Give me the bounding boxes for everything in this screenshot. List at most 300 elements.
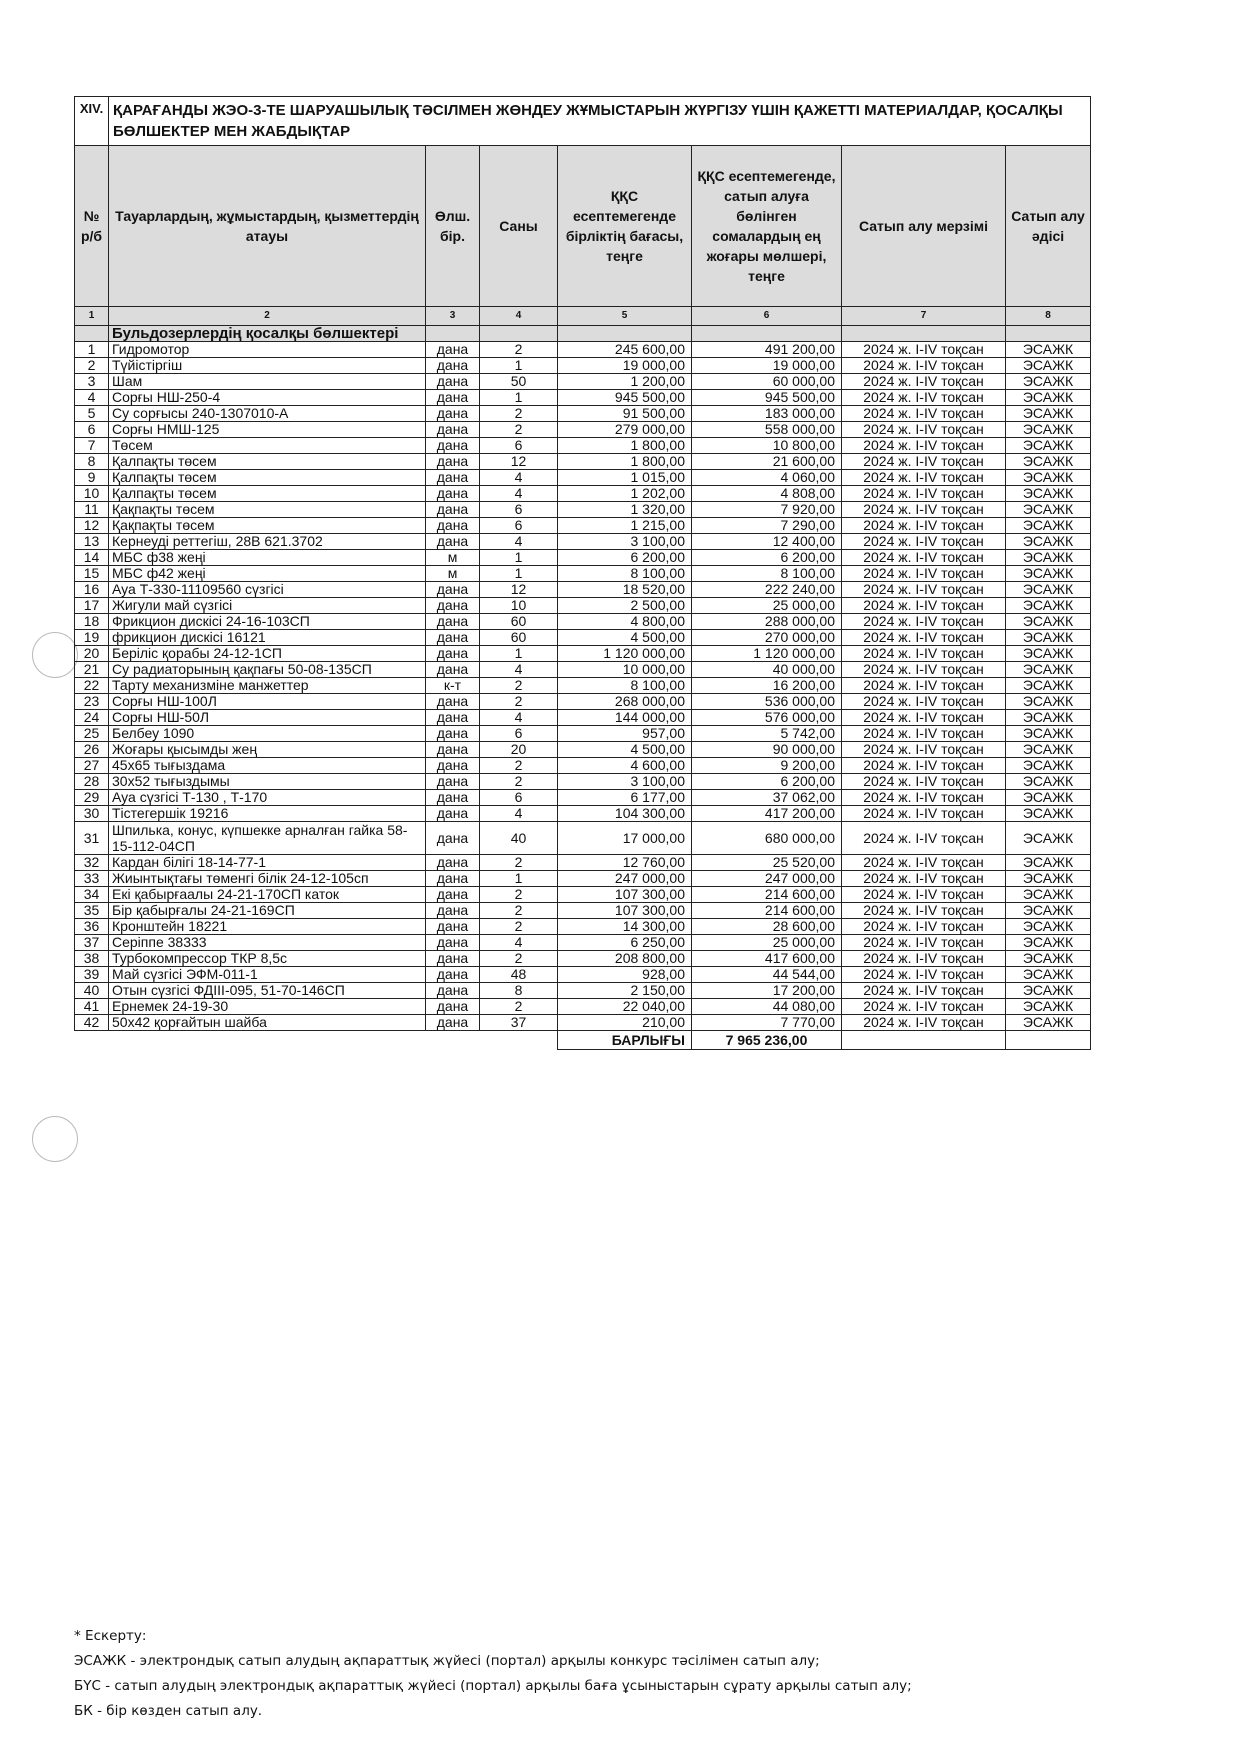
total-label: БАРЛЫҒЫ bbox=[558, 1031, 692, 1050]
footnote bbox=[74, 1624, 912, 1724]
amount-cell: 247 000,00 bbox=[692, 871, 842, 887]
method-cell: ЭСАЖК bbox=[1006, 758, 1091, 774]
table-row bbox=[75, 742, 1091, 758]
item-name: Тарту механизміне манжеттер bbox=[109, 678, 426, 694]
method-cell: ЭСАЖК bbox=[1006, 614, 1091, 630]
item-name: Су сорғысы 240-1307010-А bbox=[109, 406, 426, 422]
section-title-row bbox=[75, 97, 1091, 146]
table-row bbox=[75, 438, 1091, 454]
col-index: 5 bbox=[558, 307, 692, 326]
row-number: 19 bbox=[75, 630, 109, 646]
table-row bbox=[75, 710, 1091, 726]
method-cell: ЭСАЖК bbox=[1006, 598, 1091, 614]
amount-cell: 222 240,00 bbox=[692, 582, 842, 598]
row-number: 33 bbox=[75, 871, 109, 887]
method-cell: ЭСАЖК bbox=[1006, 887, 1091, 903]
method-cell: ЭСАЖК bbox=[1006, 935, 1091, 951]
unit-cell: дана bbox=[426, 774, 480, 790]
table-row bbox=[75, 630, 1091, 646]
group-spacer bbox=[692, 326, 842, 342]
unit-price-cell: 4 500,00 bbox=[558, 630, 692, 646]
total-spacer bbox=[75, 1031, 109, 1050]
table-row bbox=[75, 919, 1091, 935]
unit-cell: дана bbox=[426, 983, 480, 999]
quantity-cell: 6 bbox=[480, 726, 558, 742]
amount-cell: 8 100,00 bbox=[692, 566, 842, 582]
total-spacer bbox=[426, 1031, 480, 1050]
item-name: Шам bbox=[109, 374, 426, 390]
unit-price-cell: 4 800,00 bbox=[558, 614, 692, 630]
unit-price-cell: 18 520,00 bbox=[558, 582, 692, 598]
item-name: Тістегершік 19216 bbox=[109, 806, 426, 822]
col-index: 2 bbox=[109, 307, 426, 326]
item-name: Төсем bbox=[109, 438, 426, 454]
unit-cell: м bbox=[426, 550, 480, 566]
table-row bbox=[75, 790, 1091, 806]
col-index: 8 bbox=[1006, 307, 1091, 326]
item-name: Түйістіргіш bbox=[109, 358, 426, 374]
period-cell: 2024 ж. I-IV тоқсан bbox=[842, 871, 1006, 887]
quantity-cell: 1 bbox=[480, 646, 558, 662]
quantity-cell: 4 bbox=[480, 935, 558, 951]
item-name: Сорғы НШ-250-4 bbox=[109, 390, 426, 406]
amount-cell: 17 200,00 bbox=[692, 983, 842, 999]
period-cell: 2024 ж. I-IV тоқсан bbox=[842, 454, 1006, 470]
unit-price-cell: 279 000,00 bbox=[558, 422, 692, 438]
col-index: 4 bbox=[480, 307, 558, 326]
row-number: 40 bbox=[75, 983, 109, 999]
amount-cell: 28 600,00 bbox=[692, 919, 842, 935]
amount-cell: 10 800,00 bbox=[692, 438, 842, 454]
unit-price-cell: 1 215,00 bbox=[558, 518, 692, 534]
method-cell: ЭСАЖК bbox=[1006, 438, 1091, 454]
unit-price-cell: 10 000,00 bbox=[558, 662, 692, 678]
method-cell: ЭСАЖК bbox=[1006, 486, 1091, 502]
method-cell: ЭСАЖК bbox=[1006, 871, 1091, 887]
method-cell: ЭСАЖК bbox=[1006, 518, 1091, 534]
header-no: № р/б bbox=[75, 146, 109, 307]
unit-cell: дана bbox=[426, 454, 480, 470]
item-name: 30х52 тығыздымы bbox=[109, 774, 426, 790]
amount-cell: 7 770,00 bbox=[692, 1015, 842, 1031]
quantity-cell: 1 bbox=[480, 566, 558, 582]
item-name: Жигули май сүзгісі bbox=[109, 598, 426, 614]
table-row bbox=[75, 1015, 1091, 1031]
row-number: 3 bbox=[75, 374, 109, 390]
unit-price-cell: 1 202,00 bbox=[558, 486, 692, 502]
table-row bbox=[75, 470, 1091, 486]
method-cell: ЭСАЖК bbox=[1006, 967, 1091, 983]
group-spacer bbox=[480, 326, 558, 342]
header-period: Сатып алу мерзімі bbox=[842, 146, 1006, 307]
procurement-table-sheet bbox=[74, 96, 1090, 1050]
table-row bbox=[75, 358, 1091, 374]
table-row bbox=[75, 951, 1091, 967]
item-name: Қалпақты төсем bbox=[109, 454, 426, 470]
row-number: 26 bbox=[75, 742, 109, 758]
amount-cell: 4 060,00 bbox=[692, 470, 842, 486]
amount-cell: 7 290,00 bbox=[692, 518, 842, 534]
unit-cell: дана bbox=[426, 887, 480, 903]
method-cell: ЭСАЖК bbox=[1006, 710, 1091, 726]
unit-cell: дана bbox=[426, 614, 480, 630]
period-cell: 2024 ж. I-IV тоқсан bbox=[842, 710, 1006, 726]
quantity-cell: 8 bbox=[480, 983, 558, 999]
unit-price-cell: 6 250,00 bbox=[558, 935, 692, 951]
quantity-cell: 4 bbox=[480, 534, 558, 550]
table-row bbox=[75, 887, 1091, 903]
table-row bbox=[75, 758, 1091, 774]
amount-cell: 680 000,00 bbox=[692, 822, 842, 855]
period-cell: 2024 ж. I-IV тоқсан bbox=[842, 342, 1006, 358]
unit-price-cell: 1 120 000,00 bbox=[558, 646, 692, 662]
table-row bbox=[75, 582, 1091, 598]
quantity-cell: 2 bbox=[480, 855, 558, 871]
unit-price-cell: 104 300,00 bbox=[558, 806, 692, 822]
unit-cell: дана bbox=[426, 534, 480, 550]
amount-cell: 5 742,00 bbox=[692, 726, 842, 742]
quantity-cell: 2 bbox=[480, 694, 558, 710]
quantity-cell: 2 bbox=[480, 774, 558, 790]
table-row bbox=[75, 486, 1091, 502]
period-cell: 2024 ж. I-IV тоқсан bbox=[842, 726, 1006, 742]
amount-cell: 536 000,00 bbox=[692, 694, 842, 710]
row-number: 32 bbox=[75, 855, 109, 871]
unit-cell: дана bbox=[426, 806, 480, 822]
table-row bbox=[75, 855, 1091, 871]
table-row bbox=[75, 342, 1091, 358]
unit-cell: дана bbox=[426, 919, 480, 935]
unit-price-cell: 12 760,00 bbox=[558, 855, 692, 871]
item-name: Серіппе 38333 bbox=[109, 935, 426, 951]
unit-cell: дана bbox=[426, 999, 480, 1015]
section-title: ҚАРАҒАНДЫ ЖЭО-3-ТЕ ШАРУАШЫЛЫҚ ТӘСІЛМЕН ЖӨНДЕУ ЖҰМЫСТАРЫН ЖҮРГІЗУ ҮШІН ҚАЖЕТТІ МАТЕРИАЛДАР, ҚОСАЛҚЫ БӨЛШЕКТЕР МЕН ЖАБДЫҚТАР bbox=[109, 97, 1091, 146]
method-cell: ЭСАЖК bbox=[1006, 678, 1091, 694]
period-cell: 2024 ж. I-IV тоқсан bbox=[842, 967, 1006, 983]
quantity-cell: 1 bbox=[480, 871, 558, 887]
table-row bbox=[75, 598, 1091, 614]
unit-price-cell: 1 200,00 bbox=[558, 374, 692, 390]
period-cell: 2024 ж. I-IV тоқсан bbox=[842, 1015, 1006, 1031]
unit-cell: дана bbox=[426, 951, 480, 967]
method-cell: ЭСАЖК bbox=[1006, 470, 1091, 486]
unit-cell: дана bbox=[426, 662, 480, 678]
row-number: 39 bbox=[75, 967, 109, 983]
table-row bbox=[75, 967, 1091, 983]
unit-cell: м bbox=[426, 566, 480, 582]
unit-price-cell: 8 100,00 bbox=[558, 678, 692, 694]
table-row bbox=[75, 646, 1091, 662]
amount-cell: 60 000,00 bbox=[692, 374, 842, 390]
item-name: Ауа Т-330-11109560 сүзгісі bbox=[109, 582, 426, 598]
row-number: 35 bbox=[75, 903, 109, 919]
quantity-cell: 6 bbox=[480, 438, 558, 454]
row-number: 13 bbox=[75, 534, 109, 550]
period-cell: 2024 ж. I-IV тоқсан bbox=[842, 502, 1006, 518]
item-name: Турбокомпрессор ТКР 8,5с bbox=[109, 951, 426, 967]
unit-price-cell: 4 500,00 bbox=[558, 742, 692, 758]
unit-price-cell: 8 100,00 bbox=[558, 566, 692, 582]
period-cell: 2024 ж. I-IV тоқсан bbox=[842, 822, 1006, 855]
group-row bbox=[75, 326, 1091, 342]
group-spacer bbox=[558, 326, 692, 342]
table-row bbox=[75, 422, 1091, 438]
table-row bbox=[75, 390, 1091, 406]
row-number: 2 bbox=[75, 358, 109, 374]
unit-price-cell: 144 000,00 bbox=[558, 710, 692, 726]
method-cell: ЭСАЖК bbox=[1006, 822, 1091, 855]
table-row bbox=[75, 662, 1091, 678]
unit-cell: дана bbox=[426, 502, 480, 518]
method-cell: ЭСАЖК bbox=[1006, 726, 1091, 742]
table-row bbox=[75, 694, 1091, 710]
quantity-cell: 4 bbox=[480, 710, 558, 726]
unit-cell: дана bbox=[426, 470, 480, 486]
punch-hole-bottom bbox=[32, 1116, 78, 1162]
column-index-row bbox=[75, 307, 1091, 326]
unit-cell: дана bbox=[426, 710, 480, 726]
unit-cell: дана bbox=[426, 1015, 480, 1031]
row-number: 4 bbox=[75, 390, 109, 406]
table-row bbox=[75, 871, 1091, 887]
period-cell: 2024 ж. I-IV тоқсан bbox=[842, 951, 1006, 967]
unit-cell: дана bbox=[426, 871, 480, 887]
quantity-cell: 10 bbox=[480, 598, 558, 614]
quantity-cell: 2 bbox=[480, 919, 558, 935]
row-number: 25 bbox=[75, 726, 109, 742]
amount-cell: 7 920,00 bbox=[692, 502, 842, 518]
quantity-cell: 60 bbox=[480, 630, 558, 646]
unit-price-cell: 14 300,00 bbox=[558, 919, 692, 935]
method-cell: ЭСАЖК bbox=[1006, 582, 1091, 598]
quantity-cell: 2 bbox=[480, 951, 558, 967]
unit-price-cell: 957,00 bbox=[558, 726, 692, 742]
item-name: Фрикцион дискісі 24-16-103СП bbox=[109, 614, 426, 630]
row-number: 18 bbox=[75, 614, 109, 630]
item-name: Қалпақты төсем bbox=[109, 470, 426, 486]
item-name: Су радиаторының қақпағы 50-08-135СП bbox=[109, 662, 426, 678]
unit-cell: дана bbox=[426, 790, 480, 806]
unit-price-cell: 1 800,00 bbox=[558, 438, 692, 454]
method-cell: ЭСАЖК bbox=[1006, 983, 1091, 999]
period-cell: 2024 ж. I-IV тоқсан bbox=[842, 742, 1006, 758]
amount-cell: 16 200,00 bbox=[692, 678, 842, 694]
unit-cell: дана bbox=[426, 726, 480, 742]
item-name: Кронштейн 18221 bbox=[109, 919, 426, 935]
row-number: 22 bbox=[75, 678, 109, 694]
method-cell: ЭСАЖК bbox=[1006, 662, 1091, 678]
item-name: Кернеуді реттегіш, 28В 621.3702 bbox=[109, 534, 426, 550]
unit-price-cell: 208 800,00 bbox=[558, 951, 692, 967]
item-name: Сорғы НШ-100Л bbox=[109, 694, 426, 710]
period-cell: 2024 ж. I-IV тоқсан bbox=[842, 774, 1006, 790]
item-name: Жоғары қысымды жең bbox=[109, 742, 426, 758]
quantity-cell: 12 bbox=[480, 454, 558, 470]
row-number: 17 bbox=[75, 598, 109, 614]
table-row bbox=[75, 534, 1091, 550]
quantity-cell: 2 bbox=[480, 999, 558, 1015]
unit-price-cell: 1 015,00 bbox=[558, 470, 692, 486]
quantity-cell: 2 bbox=[480, 422, 558, 438]
row-number: 28 bbox=[75, 774, 109, 790]
total-value: 7 965 236,00 bbox=[692, 1031, 842, 1050]
punch-hole-top bbox=[32, 632, 78, 678]
period-cell: 2024 ж. I-IV тоқсан bbox=[842, 630, 1006, 646]
unit-price-cell: 91 500,00 bbox=[558, 406, 692, 422]
period-cell: 2024 ж. I-IV тоқсан bbox=[842, 470, 1006, 486]
quantity-cell: 12 bbox=[480, 582, 558, 598]
period-cell: 2024 ж. I-IV тоқсан bbox=[842, 694, 1006, 710]
header-amount: ҚҚС есептемегенде, сатып алуға бөлінген сомалардың ең жоғары мөлшері, теңге bbox=[692, 146, 842, 307]
item-name: Ернемек 24-19-30 bbox=[109, 999, 426, 1015]
unit-cell: дана bbox=[426, 630, 480, 646]
method-cell: ЭСАЖК bbox=[1006, 566, 1091, 582]
period-cell: 2024 ж. I-IV тоқсан bbox=[842, 935, 1006, 951]
item-name: Сорғы НШ-50Л bbox=[109, 710, 426, 726]
period-cell: 2024 ж. I-IV тоқсан bbox=[842, 374, 1006, 390]
period-cell: 2024 ж. I-IV тоқсан bbox=[842, 758, 1006, 774]
table-row bbox=[75, 614, 1091, 630]
column-header-row bbox=[75, 146, 1091, 307]
total-spacer bbox=[480, 1031, 558, 1050]
quantity-cell: 4 bbox=[480, 806, 558, 822]
amount-cell: 19 000,00 bbox=[692, 358, 842, 374]
method-cell: ЭСАЖК bbox=[1006, 919, 1091, 935]
item-name: Шпилька, конус, күпшекке арналған гайка 58-15-112-04СП bbox=[109, 822, 426, 855]
table-row bbox=[75, 903, 1091, 919]
item-name: Қалпақты төсем bbox=[109, 486, 426, 502]
method-cell: ЭСАЖК bbox=[1006, 550, 1091, 566]
quantity-cell: 2 bbox=[480, 903, 558, 919]
item-name: Отын сүзгісі ФДІІІ-095, 51-70-146СП bbox=[109, 983, 426, 999]
period-cell: 2024 ж. I-IV тоқсан bbox=[842, 534, 1006, 550]
unit-cell: дана bbox=[426, 742, 480, 758]
amount-cell: 417 200,00 bbox=[692, 806, 842, 822]
method-cell: ЭСАЖК bbox=[1006, 502, 1091, 518]
period-cell: 2024 ж. I-IV тоқсан bbox=[842, 678, 1006, 694]
period-cell: 2024 ж. I-IV тоқсан bbox=[842, 566, 1006, 582]
period-cell: 2024 ж. I-IV тоқсан bbox=[842, 582, 1006, 598]
unit-cell: дана bbox=[426, 486, 480, 502]
quantity-cell: 37 bbox=[480, 1015, 558, 1031]
row-number: 38 bbox=[75, 951, 109, 967]
table-row bbox=[75, 518, 1091, 534]
quantity-cell: 6 bbox=[480, 502, 558, 518]
unit-cell: дана bbox=[426, 598, 480, 614]
row-number: 16 bbox=[75, 582, 109, 598]
group-spacer bbox=[75, 326, 109, 342]
quantity-cell: 2 bbox=[480, 678, 558, 694]
unit-cell: дана bbox=[426, 518, 480, 534]
row-number: 11 bbox=[75, 502, 109, 518]
method-cell: ЭСАЖК bbox=[1006, 1015, 1091, 1031]
amount-cell: 37 062,00 bbox=[692, 790, 842, 806]
method-cell: ЭСАЖК bbox=[1006, 374, 1091, 390]
period-cell: 2024 ж. I-IV тоқсан bbox=[842, 903, 1006, 919]
header-unit: Өлш. бір. bbox=[426, 146, 480, 307]
item-name: Сорғы НМШ-125 bbox=[109, 422, 426, 438]
item-name: Қақпақты төсем bbox=[109, 502, 426, 518]
period-cell: 2024 ж. I-IV тоқсан bbox=[842, 983, 1006, 999]
amount-cell: 21 600,00 bbox=[692, 454, 842, 470]
unit-price-cell: 1 800,00 bbox=[558, 454, 692, 470]
group-spacer bbox=[426, 326, 480, 342]
header-price: ҚҚС есептемегенде бірліктің бағасы, теңге bbox=[558, 146, 692, 307]
amount-cell: 6 200,00 bbox=[692, 550, 842, 566]
row-number: 36 bbox=[75, 919, 109, 935]
amount-cell: 945 500,00 bbox=[692, 390, 842, 406]
method-cell: ЭСАЖК bbox=[1006, 342, 1091, 358]
quantity-cell: 60 bbox=[480, 614, 558, 630]
amount-cell: 270 000,00 bbox=[692, 630, 842, 646]
quantity-cell: 4 bbox=[480, 662, 558, 678]
quantity-cell: 48 bbox=[480, 967, 558, 983]
table-row bbox=[75, 983, 1091, 999]
row-number: 29 bbox=[75, 790, 109, 806]
amount-cell: 214 600,00 bbox=[692, 887, 842, 903]
unit-price-cell: 107 300,00 bbox=[558, 903, 692, 919]
amount-cell: 214 600,00 bbox=[692, 903, 842, 919]
row-number: 1 bbox=[75, 342, 109, 358]
unit-cell: дана bbox=[426, 822, 480, 855]
unit-price-cell: 1 320,00 bbox=[558, 502, 692, 518]
row-number: 24 bbox=[75, 710, 109, 726]
amount-cell: 9 200,00 bbox=[692, 758, 842, 774]
method-cell: ЭСАЖК bbox=[1006, 630, 1091, 646]
period-cell: 2024 ж. I-IV тоқсан bbox=[842, 662, 1006, 678]
amount-cell: 558 000,00 bbox=[692, 422, 842, 438]
row-number: 6 bbox=[75, 422, 109, 438]
period-cell: 2024 ж. I-IV тоқсан bbox=[842, 518, 1006, 534]
unit-price-cell: 17 000,00 bbox=[558, 822, 692, 855]
amount-cell: 90 000,00 bbox=[692, 742, 842, 758]
table-row bbox=[75, 550, 1091, 566]
unit-cell: дана bbox=[426, 422, 480, 438]
quantity-cell: 1 bbox=[480, 550, 558, 566]
quantity-cell: 4 bbox=[480, 486, 558, 502]
table-row bbox=[75, 374, 1091, 390]
table-row bbox=[75, 935, 1091, 951]
total-spacer bbox=[109, 1031, 426, 1050]
row-number: 42 bbox=[75, 1015, 109, 1031]
method-cell: ЭСАЖК bbox=[1006, 422, 1091, 438]
item-name: Қақпақты төсем bbox=[109, 518, 426, 534]
item-name: фрикцион дискісі 16121 bbox=[109, 630, 426, 646]
method-cell: ЭСАЖК bbox=[1006, 534, 1091, 550]
col-index: 6 bbox=[692, 307, 842, 326]
unit-cell: дана bbox=[426, 374, 480, 390]
table-row bbox=[75, 406, 1091, 422]
period-cell: 2024 ж. I-IV тоқсан bbox=[842, 999, 1006, 1015]
quantity-cell: 2 bbox=[480, 406, 558, 422]
row-number: 37 bbox=[75, 935, 109, 951]
header-qty: Саны bbox=[480, 146, 558, 307]
amount-cell: 288 000,00 bbox=[692, 614, 842, 630]
row-number: 34 bbox=[75, 887, 109, 903]
period-cell: 2024 ж. I-IV тоқсан bbox=[842, 486, 1006, 502]
header-method: Сатып алу әдісі bbox=[1006, 146, 1091, 307]
unit-price-cell: 3 100,00 bbox=[558, 774, 692, 790]
amount-cell: 12 400,00 bbox=[692, 534, 842, 550]
row-number: 23 bbox=[75, 694, 109, 710]
unit-price-cell: 245 600,00 bbox=[558, 342, 692, 358]
method-cell: ЭСАЖК bbox=[1006, 742, 1091, 758]
quantity-cell: 2 bbox=[480, 887, 558, 903]
method-cell: ЭСАЖК bbox=[1006, 646, 1091, 662]
period-cell: 2024 ж. I-IV тоқсан bbox=[842, 855, 1006, 871]
amount-cell: 25 000,00 bbox=[692, 598, 842, 614]
quantity-cell: 2 bbox=[480, 758, 558, 774]
